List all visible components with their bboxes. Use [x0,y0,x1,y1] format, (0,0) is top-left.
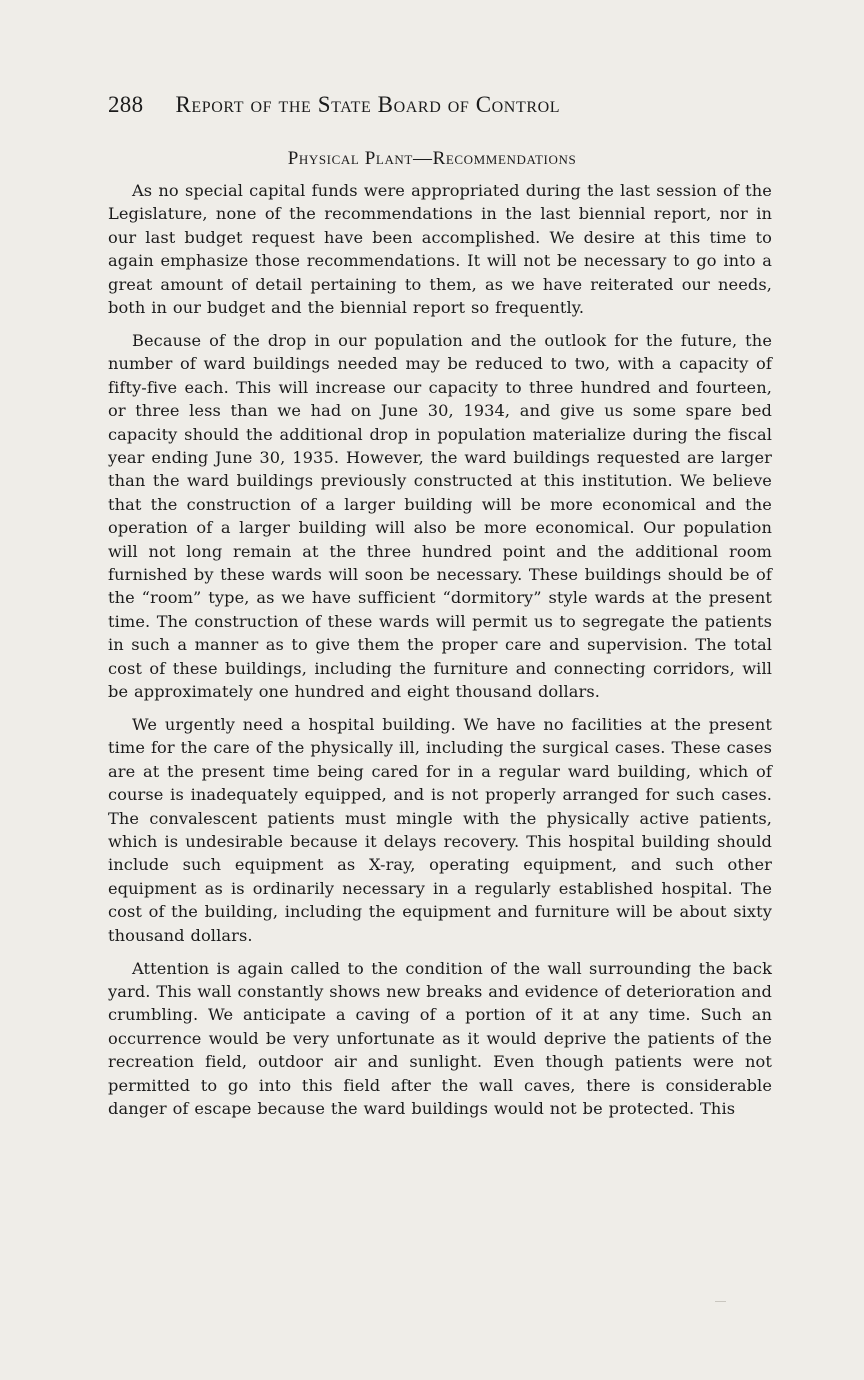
paragraph-back-yard-wall: Attention is again called to the condition of the wall surrounding the back yard. This wall constantly shows new breaks and evidence of deterioration and crumbling. We anticipate a caving of a portion of it at any time. Such an occurrence would be very unfortunate as it would deprive the patients of the recreation field, outdoor air and sunlight. Even though patients were not permitted to go into this field after the wall caves, there is considerable danger of escape because the ward buildings would not be protected. This [108,958,772,1118]
section-heading: Physical Plant—Recommendations [287,148,577,169]
paragraph-ward-buildings: Because of the drop in our population and the outlook for the future, the number of ward buildings needed may be reduced to two, with a capacity of fifty-five each. This will increase our capacity to three hundred and fourteen, or three less than we had on June 30, 1934, and give us some spare bed capacity should the additional drop in population materialize during the fiscal year ending June 30, 1935. However, the ward buildings requested are larger than the ward buildings previously constructed at this institution. We believe that the construction of a larger building will be more economical and the operation of a larger building will also be more economical. Our population will not long remain at the three hundred point and the additional room furnished by these wards will soon be necessary. These buildings should be of the “room” type, as we have sufficient “dormitory” style wards at the present time. The construction of these wards will permit us to segregate the patients in such a manner as to give them the proper care and supervision. The total cost of these buildings, including the furniture and connecting corridors, will be approximately one hundred and eight thousand dollars. [108,330,772,702]
paragraph-hospital-building: We urgently need a hospital building. We have no facilities at the present time for the care of the physically ill, including the surgical cases. These cases are at the present time being cared for in a regular ward building, which of course is inadequately equipped, and is not properly arranged for such cases. The convalescent patients must mingle with the physically active patients, which is undesirable because it delays recovery. This hospital building should include such equipment as X-ray, operating equipment, and such other equipment as is ordinarily necessary in a regularly established hospital. The cost of the building, including the equipment and furniture will be about sixty thousand dollars. [108,714,772,945]
running-title: Report of the State Board of Control [175,92,561,117]
page-number: 288 [108,92,144,117]
body-text [108,179,772,1120]
page-mark [715,1301,726,1302]
page-header [108,92,788,124]
paragraph-capital-funds: As no special capital funds were appropriated during the last session of the Legislature, none of the recommendations in the last biennial report, nor in our last budget request have been accomplished. We desire at this time to again emphasize those recommendations. It will not be necessary to go into a great amount of detail pertaining to them, as we have reiterated our needs, both in our budget and the biennial report so frequently. [108,181,772,318]
